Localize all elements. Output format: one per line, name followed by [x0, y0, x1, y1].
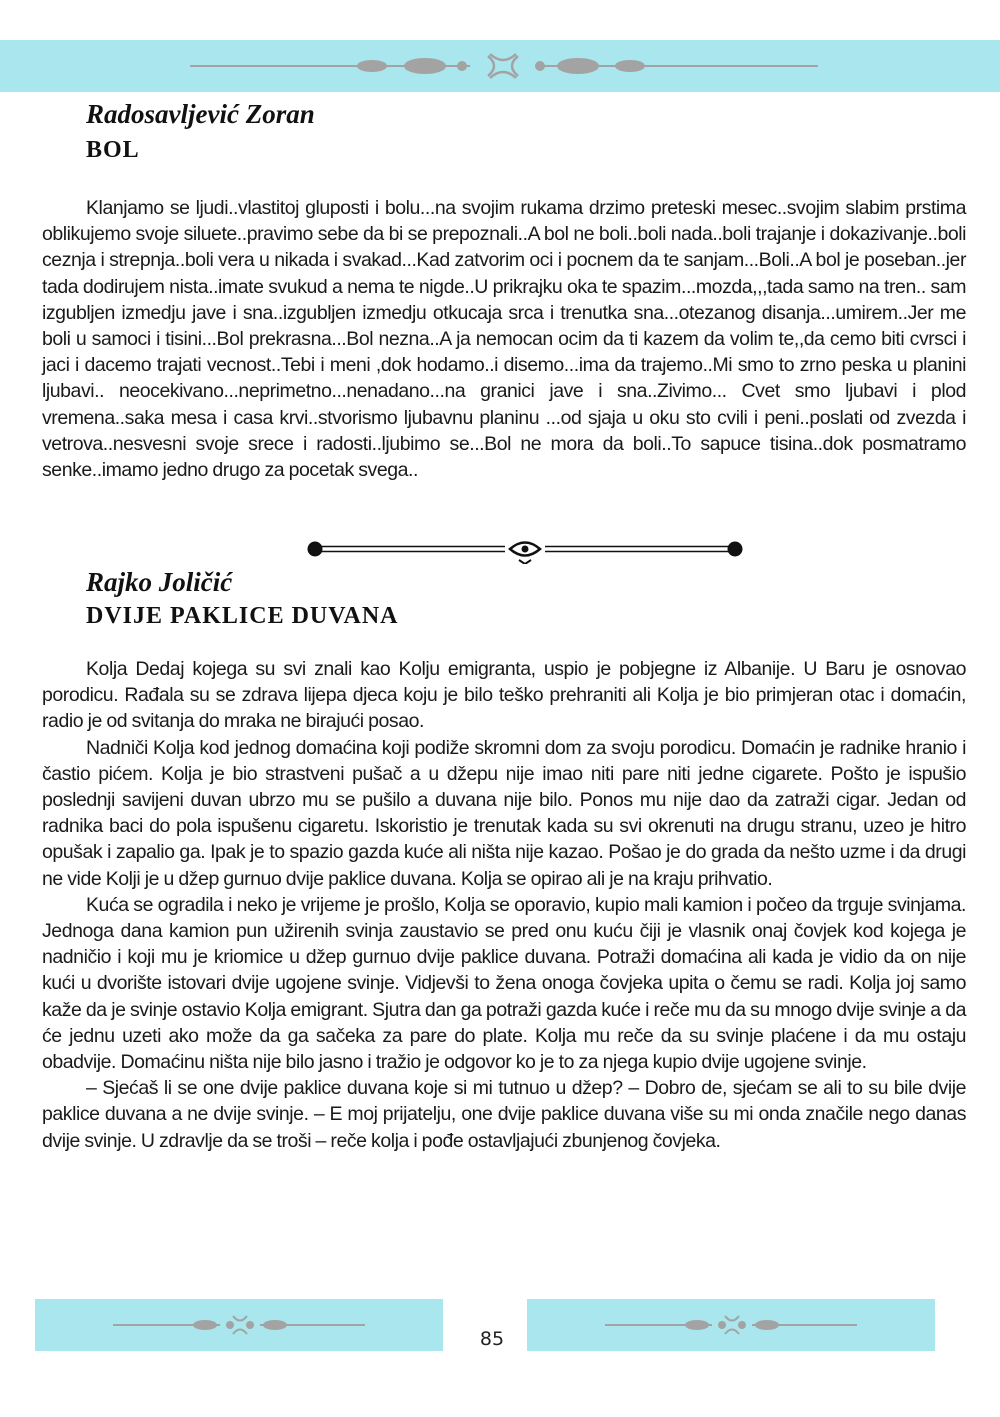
paragraph: Kolja Dedaj kojega su svi znali kao Kolju emigranta, uspio je pobjegne iz Albanije. U Baru je osnovao porodicu. Rađala su se zdrava lijepa djeca koju je bilo teško prehraniti ali Kolja je bio primjeran otac i domaćin, radio je od svitanja do mraka ne birajući posao.	[42, 658, 966, 733]
paragraph: Nadniči Kolja kod jednog domaćina koji podiže skromni dom za svoju porodicu. Domaćin je radnike hranio i častio pićem. Kolja je bio strastveni pušač a u džepu nije imao niti pare niti jedne cigarete. Pošto je ispušio poslednji savijeni duvan ubrzo mu se pušilo a duvana nije bilo. Ponos mu nije dao da zatraži cigar. Jedan od radnika baci do pola ispušenu cigaretu. Iskoristio je trenutak kada su svi okrenuti na drugu stranu, uzeo je hitro opušak i zapalio ga. Ipak je to spazio gazda kuće ali ništa nije kazao. Pošao je do grada da nešto uzme i da drugi ne vide Kolji je u džep gurnuo dvije paklice duvana. Kolja se opirao ali je na kraju prihvatio.	[42, 736, 966, 890]
decorative-flourish-icon	[527, 1299, 935, 1351]
author-name: Radosavljević Zoran	[86, 99, 315, 129]
section-divider-icon	[305, 534, 745, 564]
paragraph: – Sjećaš li se one dvije paklice duvana koje si mi tutnuo u džep? – Dobro de, sjećam se ali to su bile dvije paklice duvana a ne dvije svinje. – E moj prijatelju, one dvije paklice duvana više su mi onda značile nego danas dvije svinje. U zdravlje da se troši – reče kolja i pođe ostavljajući zbunjenog čovjeka.	[42, 1077, 966, 1152]
story-body	[42, 195, 966, 483]
footer-band-left	[35, 1299, 443, 1351]
story-title: DVIJE PAKLICE DUVANA	[86, 603, 399, 629]
decorative-flourish-icon	[35, 1299, 443, 1351]
paragraph: Kuća se ogradila i neko je vrijeme je prošlo, Kolja se oporavio, kupio mali kamion i počeo da trguje svinjama. Jednoga dana kamion pun užirenih svinja zaustavio se pred onu kuću čiji je vlasnik onaj čovjek kod kojega je nadničio i koji mu je kriomice u džep gurnuo dvije paklice duvana. Potraži domaćina ali kada je vidio da on nije kući u dvorište istovari dvije ugojene svinje. Vidjevši to žena onoga čovjeka upita o čemu se radi. Kolja joj samo kaže da je svinje ostavio Kolja emigrant. Sjutra dan ga potraži gazda kuće i reče mu da su mnogo dvije svinje a da će jednu uzeti ako može da ga sačeka za pare do plate. Kolja mu reče da su svinje plaćene i da mu ostaju obadvije. Domaćinu ništa nije bilo jasno i tražio je odgovor ko je to za njega kupio dvije ugojene svinje.	[42, 893, 966, 1074]
story-title: BOL	[86, 137, 140, 163]
author-name: Rajko Joličić	[86, 567, 233, 597]
paragraph: Klanjamo se ljudi..vlastitoj gluposti i bolu...na svojim rukama drzimo preteski mesec..svojim slabim prstima oblikujemo svoje siluete..pravimo sebe da bi se prepoznali..A bol ne boli..boli nada..boli trajanje i dokazivanje..boli ceznja i strepnja..boli vera u nikada i svakad...Kad zatvorim oci i pocnem da te sanjam...Boli..A bol je poseban..jer tada dodirujem nista..imate svukud a nema te nigde..U prikrajku oka te spazim...mozda,,,tada samo na tren.. sam izgubljen izmedju jave i sna..izgubljen izmedju otkucaja srca i trenutka sna...otezanog disanja...umirem..Jer me boli u samoci i tisini...Bol prekrasna...Bol nezna..A ja nemocan ocim da ti kazem da volim te,,da cemo biti cvrsci i jaci i dacemo trajati vecnost..Tebi i meni ,dok hodamo..i disemo...ima da trajemo..Mi smo to zrno peska u planini ljubavi.. neocekivano...neprimetno...nenadano...na granici jave i sna..Zivimo... Cvet smo ljubavi i plod vremena..saka mesa i casa krvi..stvorismo ljubavnu planinu ...od sjaja u oku sto cvili i peni..poslati od zvezda i vetrova..nesvesni svoje srece i radosti..ljubimo se...Bol ne mora da boli..To sapuce tisina..dok posmatramo senke..imamo jedno drugo za pocetak svega..	[42, 197, 966, 482]
header-band	[0, 40, 1000, 92]
decorative-flourish-icon	[0, 40, 1000, 92]
page-number: 85	[479, 1328, 505, 1350]
footer-band-right	[527, 1299, 935, 1351]
story-body	[42, 656, 966, 1154]
